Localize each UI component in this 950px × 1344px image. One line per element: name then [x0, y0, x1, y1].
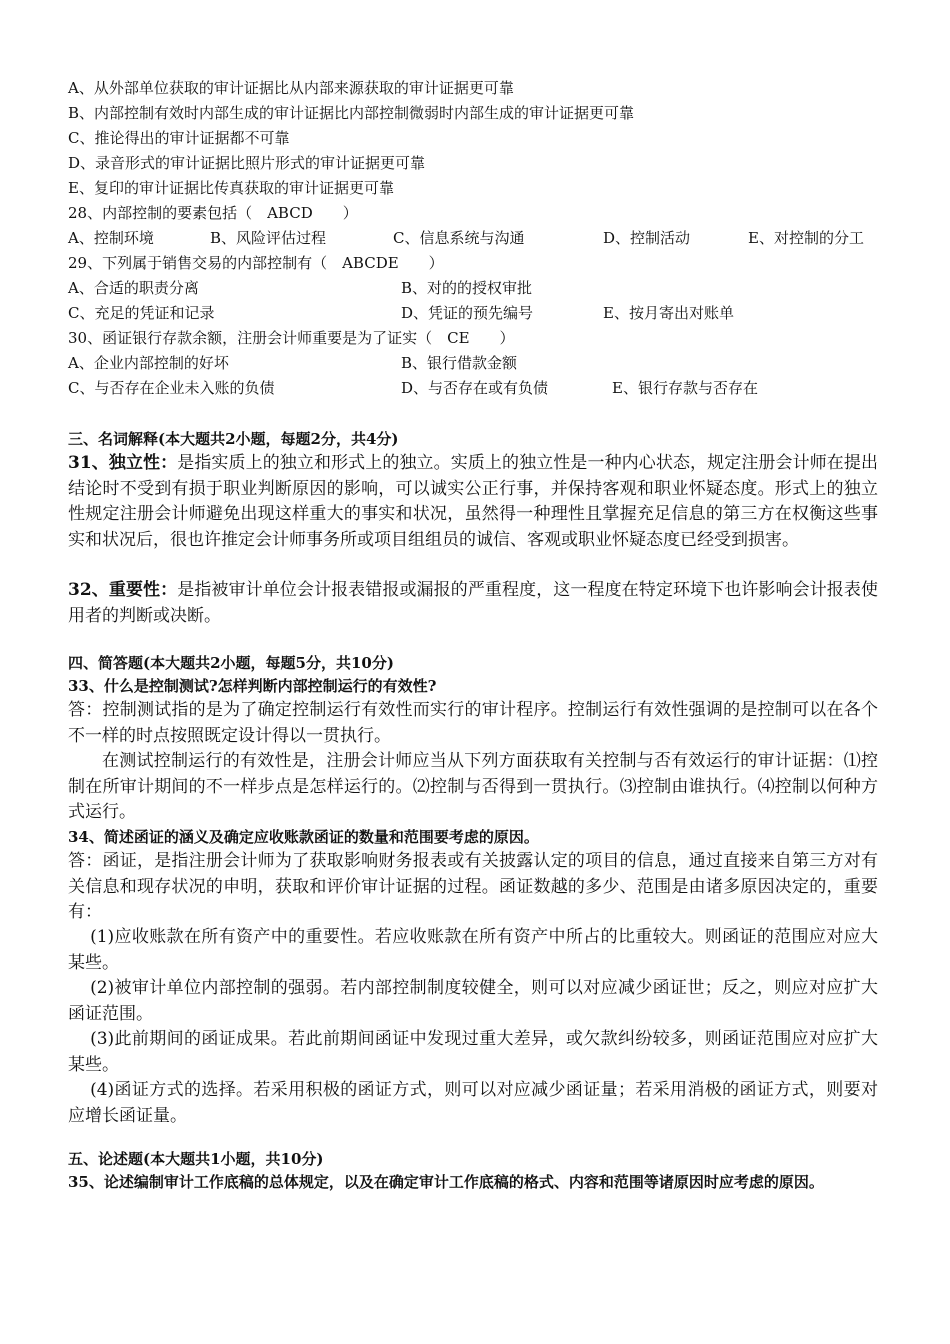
q29-option-b: B、对的的授权审批	[401, 279, 533, 297]
q33-answer-para1: 答：控制测试指的是为了确定控制运行有效性而实行的审计程序。控制运行有效性强调的是控制可以在各个不一样的时点按照既定设计得以一贯执行。	[68, 700, 878, 746]
q29-option-c: C、充足的凭证和记录	[68, 304, 215, 322]
q30-stem: 30、函证银行存款余额，注册会计师重要是为了证实（ CE ）	[68, 329, 515, 347]
q28-stem: 28、内部控制的要素包括（ ABCD ）	[68, 204, 358, 222]
q33-question: 33、什么是控制测试?怎样判断内部控制运行的有效性?	[68, 677, 437, 695]
q30-option-c: C、与否存在企业未入账的负债	[68, 379, 275, 397]
q32-term: 32、重要性：	[68, 580, 178, 600]
q30-option-d: D、与否存在或有负债	[401, 379, 549, 397]
q32-text: 是指被审计单位会计报表错报或漏报的严重程度，这一程度在特定环境下也许影响会计报表使用者的判断或决断。	[68, 580, 878, 626]
q29-option-d: D、凭证的预先编号	[401, 304, 534, 322]
q30-option-a: A、企业内部控制的好坏	[68, 354, 229, 372]
q34-answer-para5: (4)函证方式的选择。若采用积极的函证方式，则可以对应减少函证量；若采用消极的函证方式，则要对应增长函证量。	[68, 1080, 878, 1126]
q30-option-e: E、银行存款与否存在	[612, 379, 758, 397]
q27-option-b: B、内部控制有效时内部生成的审计证据比内部控制微弱时内部生成的审计证据更可靠	[68, 104, 635, 122]
q31-term: 31、独立性：	[68, 453, 178, 473]
q34-answer-para4: (3)此前期间的函证成果。若此前期间函证中发现过重大差异，或欠款纠纷较多，则函证范围应对应扩大某些。	[68, 1029, 878, 1075]
q28-option-c: C、信息系统与沟通	[393, 229, 525, 247]
q34-answer-para2: (1)应收账款在所有资产中的重要性。若应收账款在所有资产中所占的比重较大。则函证的范围应对应大某些。	[68, 927, 878, 973]
q27-option-d: D、录音形式的审计证据比照片形式的审计证据更可靠	[68, 154, 426, 172]
q27-option-c: C、推论得出的审计证据都不可靠	[68, 129, 290, 147]
q34-answer-para1: 答：函证，是指注册会计师为了获取影响财务报表或有关披露认定的项目的信息，通过直接来自第三方对有关信息和现存状况的申明，获取和评价审计证据的过程。函证数越的多少、范围是由诸多原因决定的，重要有：	[68, 851, 878, 922]
q29-stem: 29、下列属于销售交易的内部控制有（ ABCDE ）	[68, 254, 444, 272]
section3-heading: 三、名词解释(本大题共2小题，每题2分，共4分)	[68, 430, 399, 448]
q28-option-b: B、风险评估过程	[210, 229, 327, 247]
q28-option-a: A、控制环境	[68, 229, 154, 247]
q32-definition	[68, 578, 878, 629]
q34-answer-para3: (2)被审计单位内部控制的强弱。若内部控制制度较健全，则可以对应减少函证世；反之，则应对应扩大函证范围。	[68, 978, 878, 1024]
q27-option-e: E、复印的审计证据比传真获取的审计证据更可靠	[68, 179, 394, 197]
q28-option-e: E、对控制的分工	[748, 229, 864, 247]
q27-option-a: A、从外部单位获取的审计证据比从内部来源获取的审计证据更可靠	[68, 79, 514, 97]
q28-option-d: D、控制活动	[603, 229, 691, 247]
q29-option-e: E、按月寄出对账单	[603, 304, 734, 322]
q31-definition	[68, 451, 878, 578]
q30-option-b: B、银行借款金额	[401, 354, 518, 372]
section5-heading: 五、论述题(本大题共1小题，共10分)	[68, 1150, 324, 1168]
q34-question: 34、简述函证的涵义及确定应收账款函证的数量和范围要考虑的原因。	[68, 828, 539, 846]
section4-heading: 四、简答题(本大题共2小题，每题5分，共10分)	[68, 654, 394, 672]
q31-text: 是指实质上的独立和形式上的独立。实质上的独立性是一种内心状态，规定注册会计师在提出结论时不受到有损于职业判断原因的影响，可以诚实公正行事，并保持客观和职业怀疑态度。形式上的独立性规定注册会计师避免出现这样重大的事实和状况，虽然得一种理性且掌握充足信息的第三方在权衡这些事实和状况后，很也许推定会计师事务所或项目组组员的诚信、客观或职业怀疑态度已经受到损害。	[68, 453, 878, 550]
q29-option-a: A、合适的职责分离	[68, 279, 199, 297]
q33-answer-para2: 在测试控制运行的有效性是，注册会计师应当从下列方面获取有关控制与否有效运行的审计证据：⑴控制在所审计期间的不一样步点是怎样运行的。⑵控制与否得到一贯执行。⑶控制由谁执行。⑷控制以何种方式运行。	[68, 751, 878, 822]
q35-question: 35、论述编制审计工作底稿的总体规定，以及在确定审计工作底稿的格式、内容和范围等诸原因时应考虑的原因。	[68, 1173, 824, 1191]
